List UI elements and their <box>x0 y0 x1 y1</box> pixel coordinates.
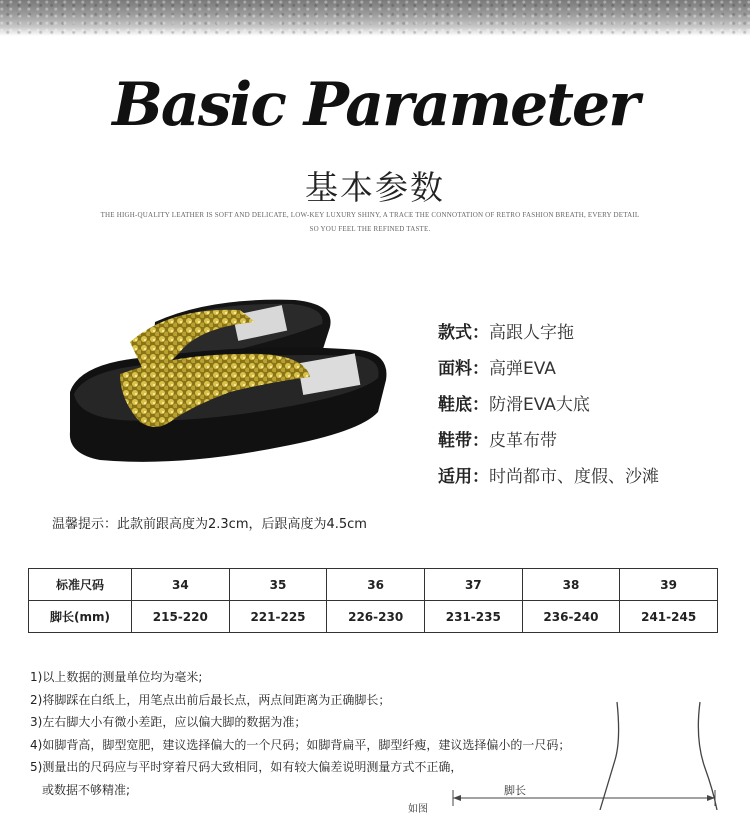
spec-row-style <box>438 312 659 348</box>
product-image <box>60 282 400 482</box>
table-cell: 35 <box>229 569 327 601</box>
page-subtitle: 基本参数 <box>305 168 445 207</box>
spec-value: 皮革布带 <box>489 430 557 451</box>
table-cell: 215-220 <box>132 601 230 633</box>
table-cell: 36 <box>327 569 425 601</box>
table-cell: 34 <box>132 569 230 601</box>
table-cell: 231-235 <box>424 601 522 633</box>
spec-label: 鞋底： <box>438 394 489 415</box>
note-item: 或数据不够精准; <box>42 782 131 797</box>
spec-label: 适用： <box>438 466 489 487</box>
spec-value: 时尚都市、度假、沙滩 <box>489 466 659 487</box>
spec-label: 款式： <box>438 322 489 343</box>
spec-value: 防滑EVA大底 <box>489 394 590 415</box>
page-title: Basic Parameter <box>112 70 638 140</box>
spec-label: 鞋带： <box>438 430 489 451</box>
size-table <box>28 568 718 633</box>
note-item: 5)测量出的尺码应与平时穿着尺码大致相同，如有较大偏差说明测量方式不正确， <box>30 760 463 774</box>
table-cell: 39 <box>620 569 718 601</box>
table-cell: 37 <box>424 569 522 601</box>
length-label: 脚长 <box>504 784 526 797</box>
table-cell: 236-240 <box>522 601 620 633</box>
table-cell: 221-225 <box>229 601 327 633</box>
spec-row-material <box>438 348 659 384</box>
foot-outline-left <box>600 702 619 810</box>
note-item: 3)左右脚大小有微小差距，应以偏大脚的数据为准； <box>30 715 307 729</box>
spec-row-sole <box>438 384 659 420</box>
row-header: 脚长(mm) <box>29 601 132 633</box>
spec-label: 面料： <box>438 358 489 379</box>
foot-length-diagram <box>395 700 750 810</box>
partial-label: 如图 <box>408 804 428 815</box>
table-cell: 226-230 <box>327 601 425 633</box>
table-cell: 241-245 <box>620 601 718 633</box>
foot-outline-right <box>698 702 717 810</box>
note-item: 1)以上数据的测量单位均为毫米; <box>30 670 203 684</box>
spec-list <box>438 312 659 492</box>
header-texture-band <box>0 0 750 36</box>
note-item: 4)如脚背高，脚型宽肥，建议选择偏大的一个尺码；如脚背扁平，脚型纤瘦，建议选择偏小的一尺码； <box>30 737 571 752</box>
spec-value: 高跟人字拖 <box>489 322 574 343</box>
arrow-head-left <box>453 795 461 801</box>
spec-value: 高弹EVA <box>489 358 556 379</box>
table-cell: 38 <box>522 569 620 601</box>
table-row <box>29 601 718 633</box>
table-row <box>29 569 718 601</box>
spec-row-strap <box>438 420 659 456</box>
spec-row-usage <box>438 456 659 492</box>
note-item: 2)将脚踩在白纸上，用笔点出前后最长点，两点间距离为正确脚长； <box>30 692 391 707</box>
warm-tip: 温馨提示：此款前跟高度为2.3cm，后跟高度为4.5cm <box>52 517 367 532</box>
tagline: THE HIGH-QUALITY LEATHER IS SOFT AND DELICATE, LOW-KEY LUXURY SHINY, A TRACE THE CONNOTATION OF RETRO FASHION BREATH, EVERY DETAIL SO YOU FEEL THE REFINED TASTE. <box>100 211 640 233</box>
row-header: 标准尺码 <box>29 569 132 601</box>
